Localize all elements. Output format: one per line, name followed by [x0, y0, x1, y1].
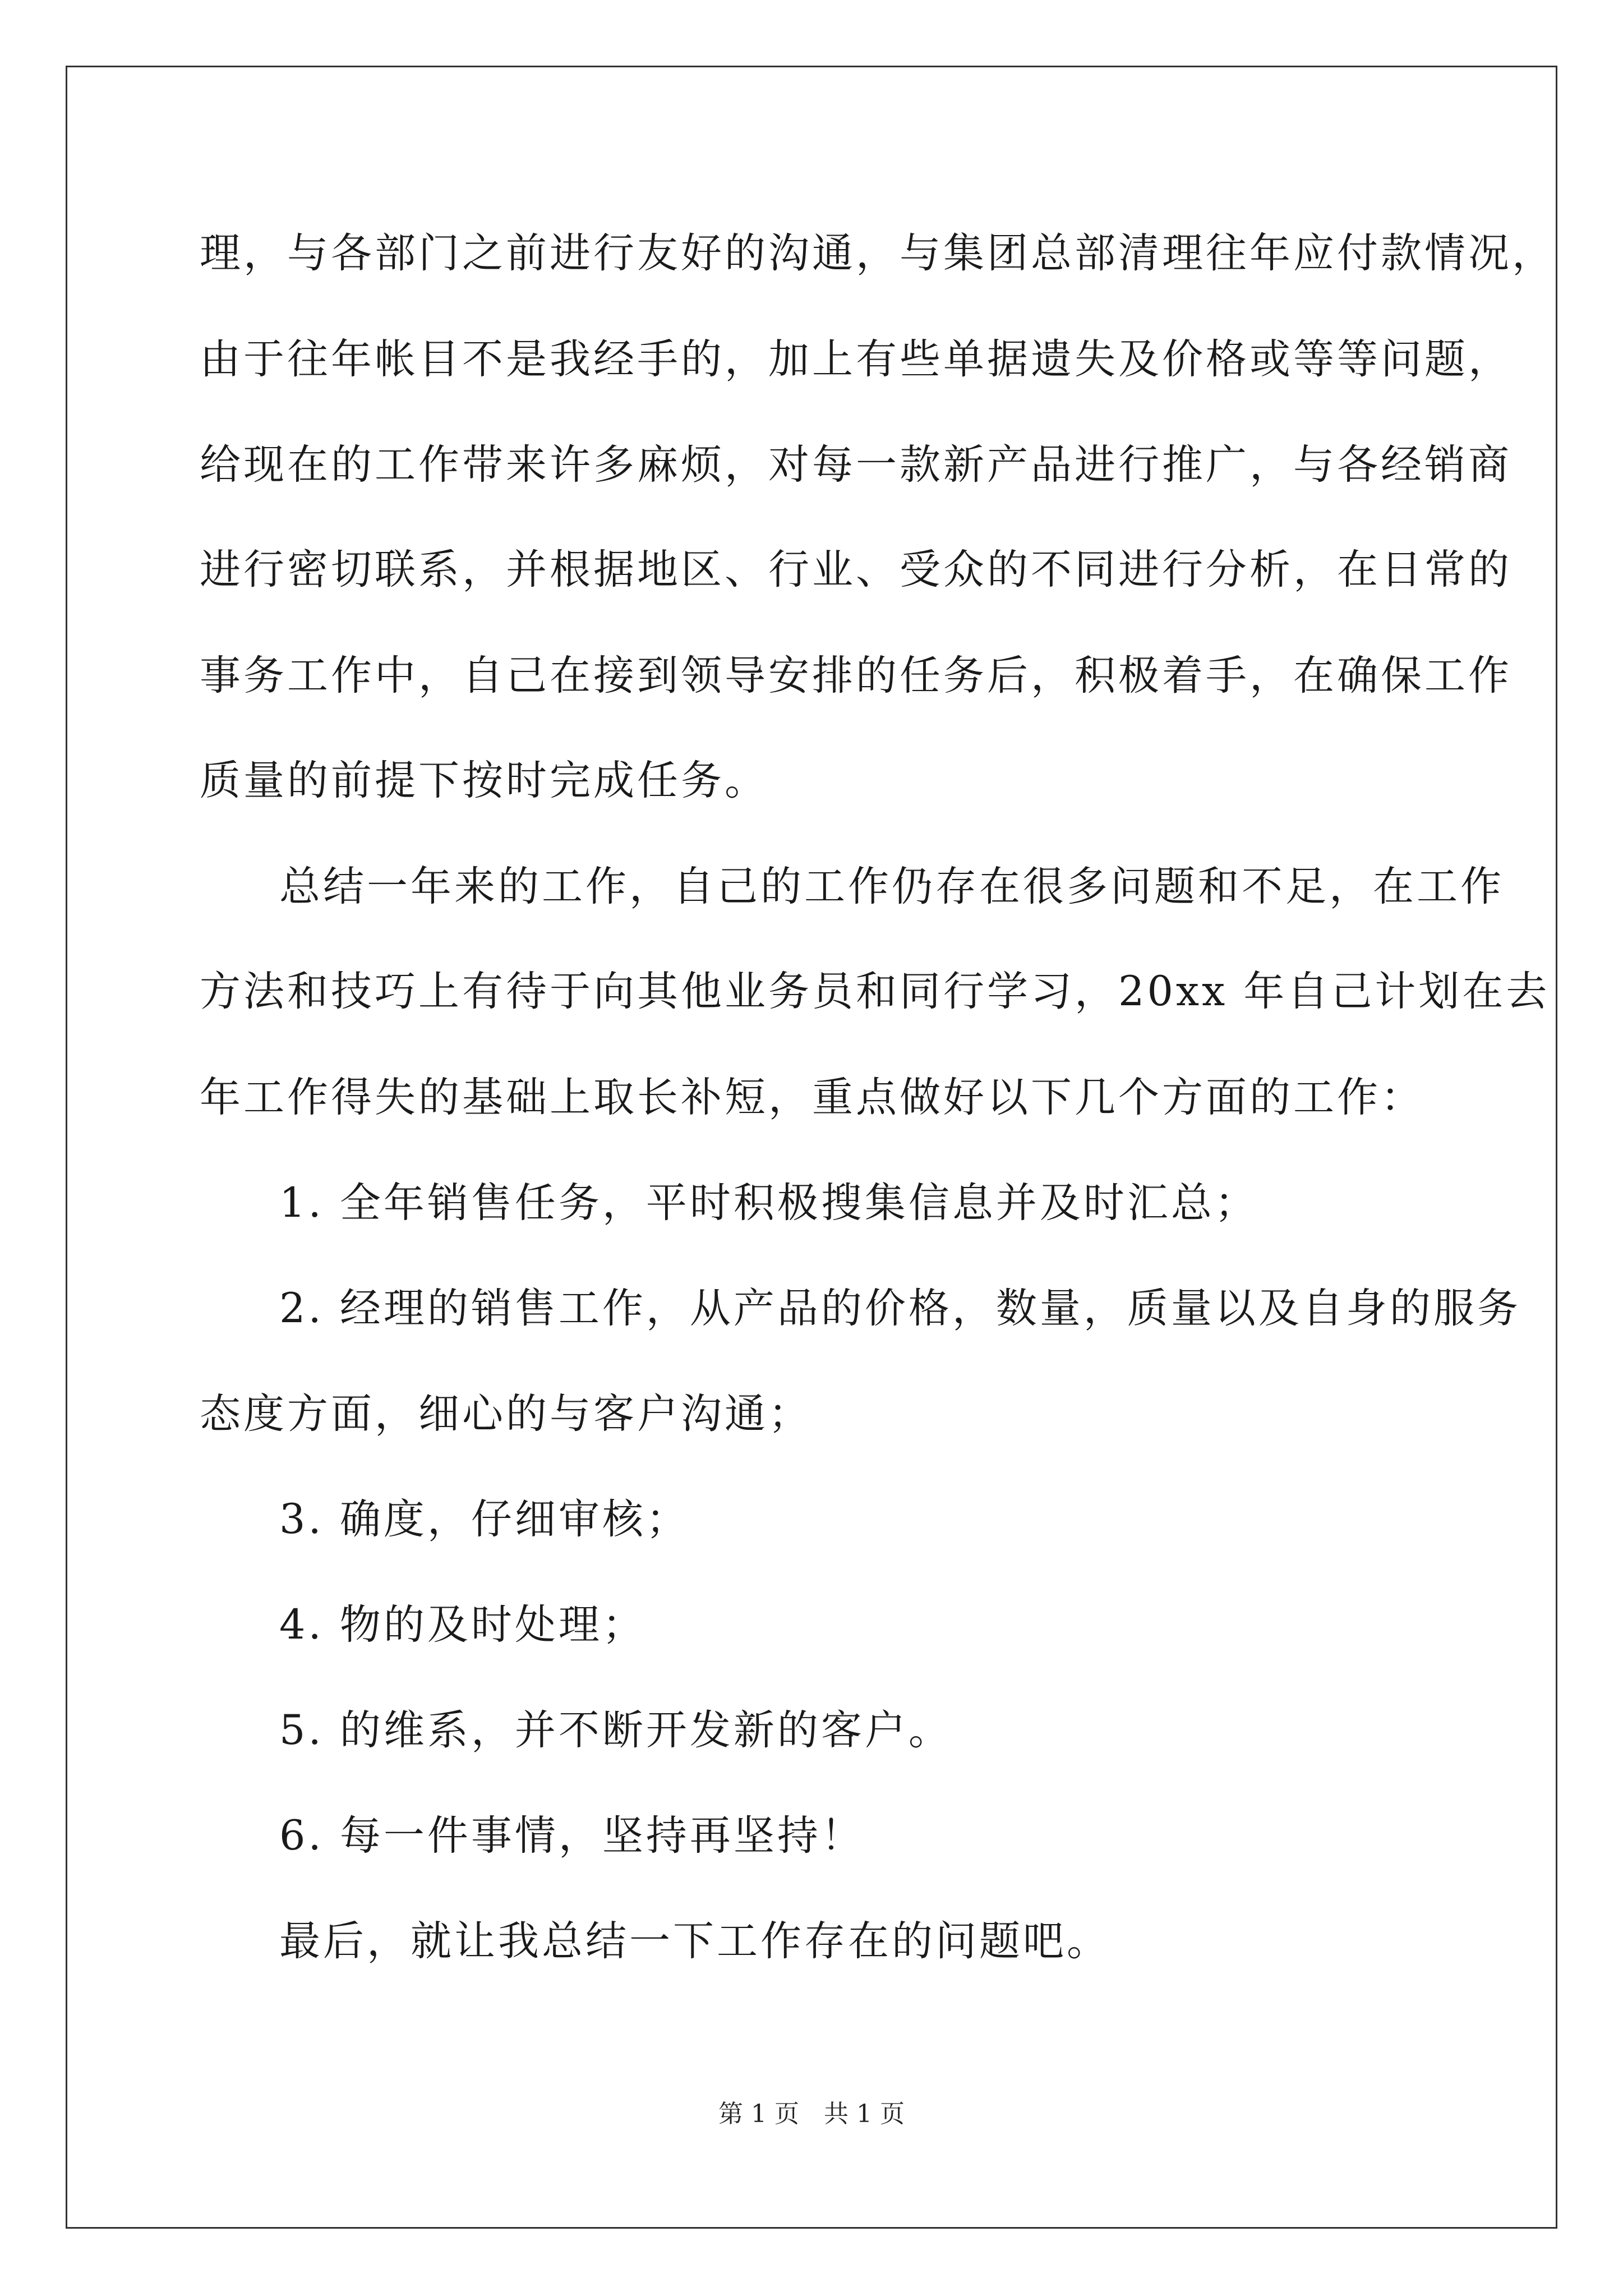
- body-text-line: 进行密切联系，并根据地区、行业、受众的不同进行分析，在日常的: [200, 546, 1512, 593]
- list-item: 5. 的维系，并不断开发新的客户。: [279, 1706, 952, 1754]
- body-text-line: 质量的前提下按时完成任务。: [200, 757, 768, 804]
- page-number-footer: 第 1 页 共 1 页: [718, 2100, 905, 2128]
- list-item: 1. 全年销售任务，平时积极搜集信息并及时汇总；: [279, 1179, 1258, 1227]
- body-text-line: 方法和技巧上有待于向其他业务员和同行学习，20xx 年自己计划在去: [200, 968, 1550, 1015]
- list-item: 6. 每一件事情，坚持再坚持！: [279, 1812, 865, 1860]
- body-text-line: 给现在的工作带来许多麻烦，对每一款新产品进行推广，与各经销商: [200, 441, 1512, 489]
- page-border: [66, 66, 1557, 2229]
- list-item: 4. 物的及时处理；: [279, 1601, 646, 1649]
- paragraph-first-line: 总结一年来的工作，自己的工作仍存在很多问题和不足，在工作: [279, 863, 1504, 910]
- body-text-line: 理，与各部门之前进行友好的沟通，与集团总部清理往年应付款情况，: [200, 229, 1556, 277]
- list-item: 3. 确度，仔细审核；: [279, 1496, 690, 1543]
- list-item: 2. 经理的销售工作，从产品的价格，数量，质量以及自身的服务: [279, 1285, 1521, 1332]
- closing-paragraph: 最后，就让我总结一下工作存在的问题吧。: [279, 1917, 1110, 1965]
- body-text-line: 事务工作中，自己在接到领导安排的任务后，积极着手，在确保工作: [200, 652, 1512, 700]
- list-item-continuation: 态度方面，细心的与客户沟通；: [200, 1390, 812, 1438]
- body-text-line: 年工作得失的基础上取长补短，重点做好以下几个方面的工作：: [200, 1074, 1424, 1121]
- body-text-line: 由于往年帐目不是我经手的，加上有些单据遗失及价格或等等问题，: [200, 335, 1512, 383]
